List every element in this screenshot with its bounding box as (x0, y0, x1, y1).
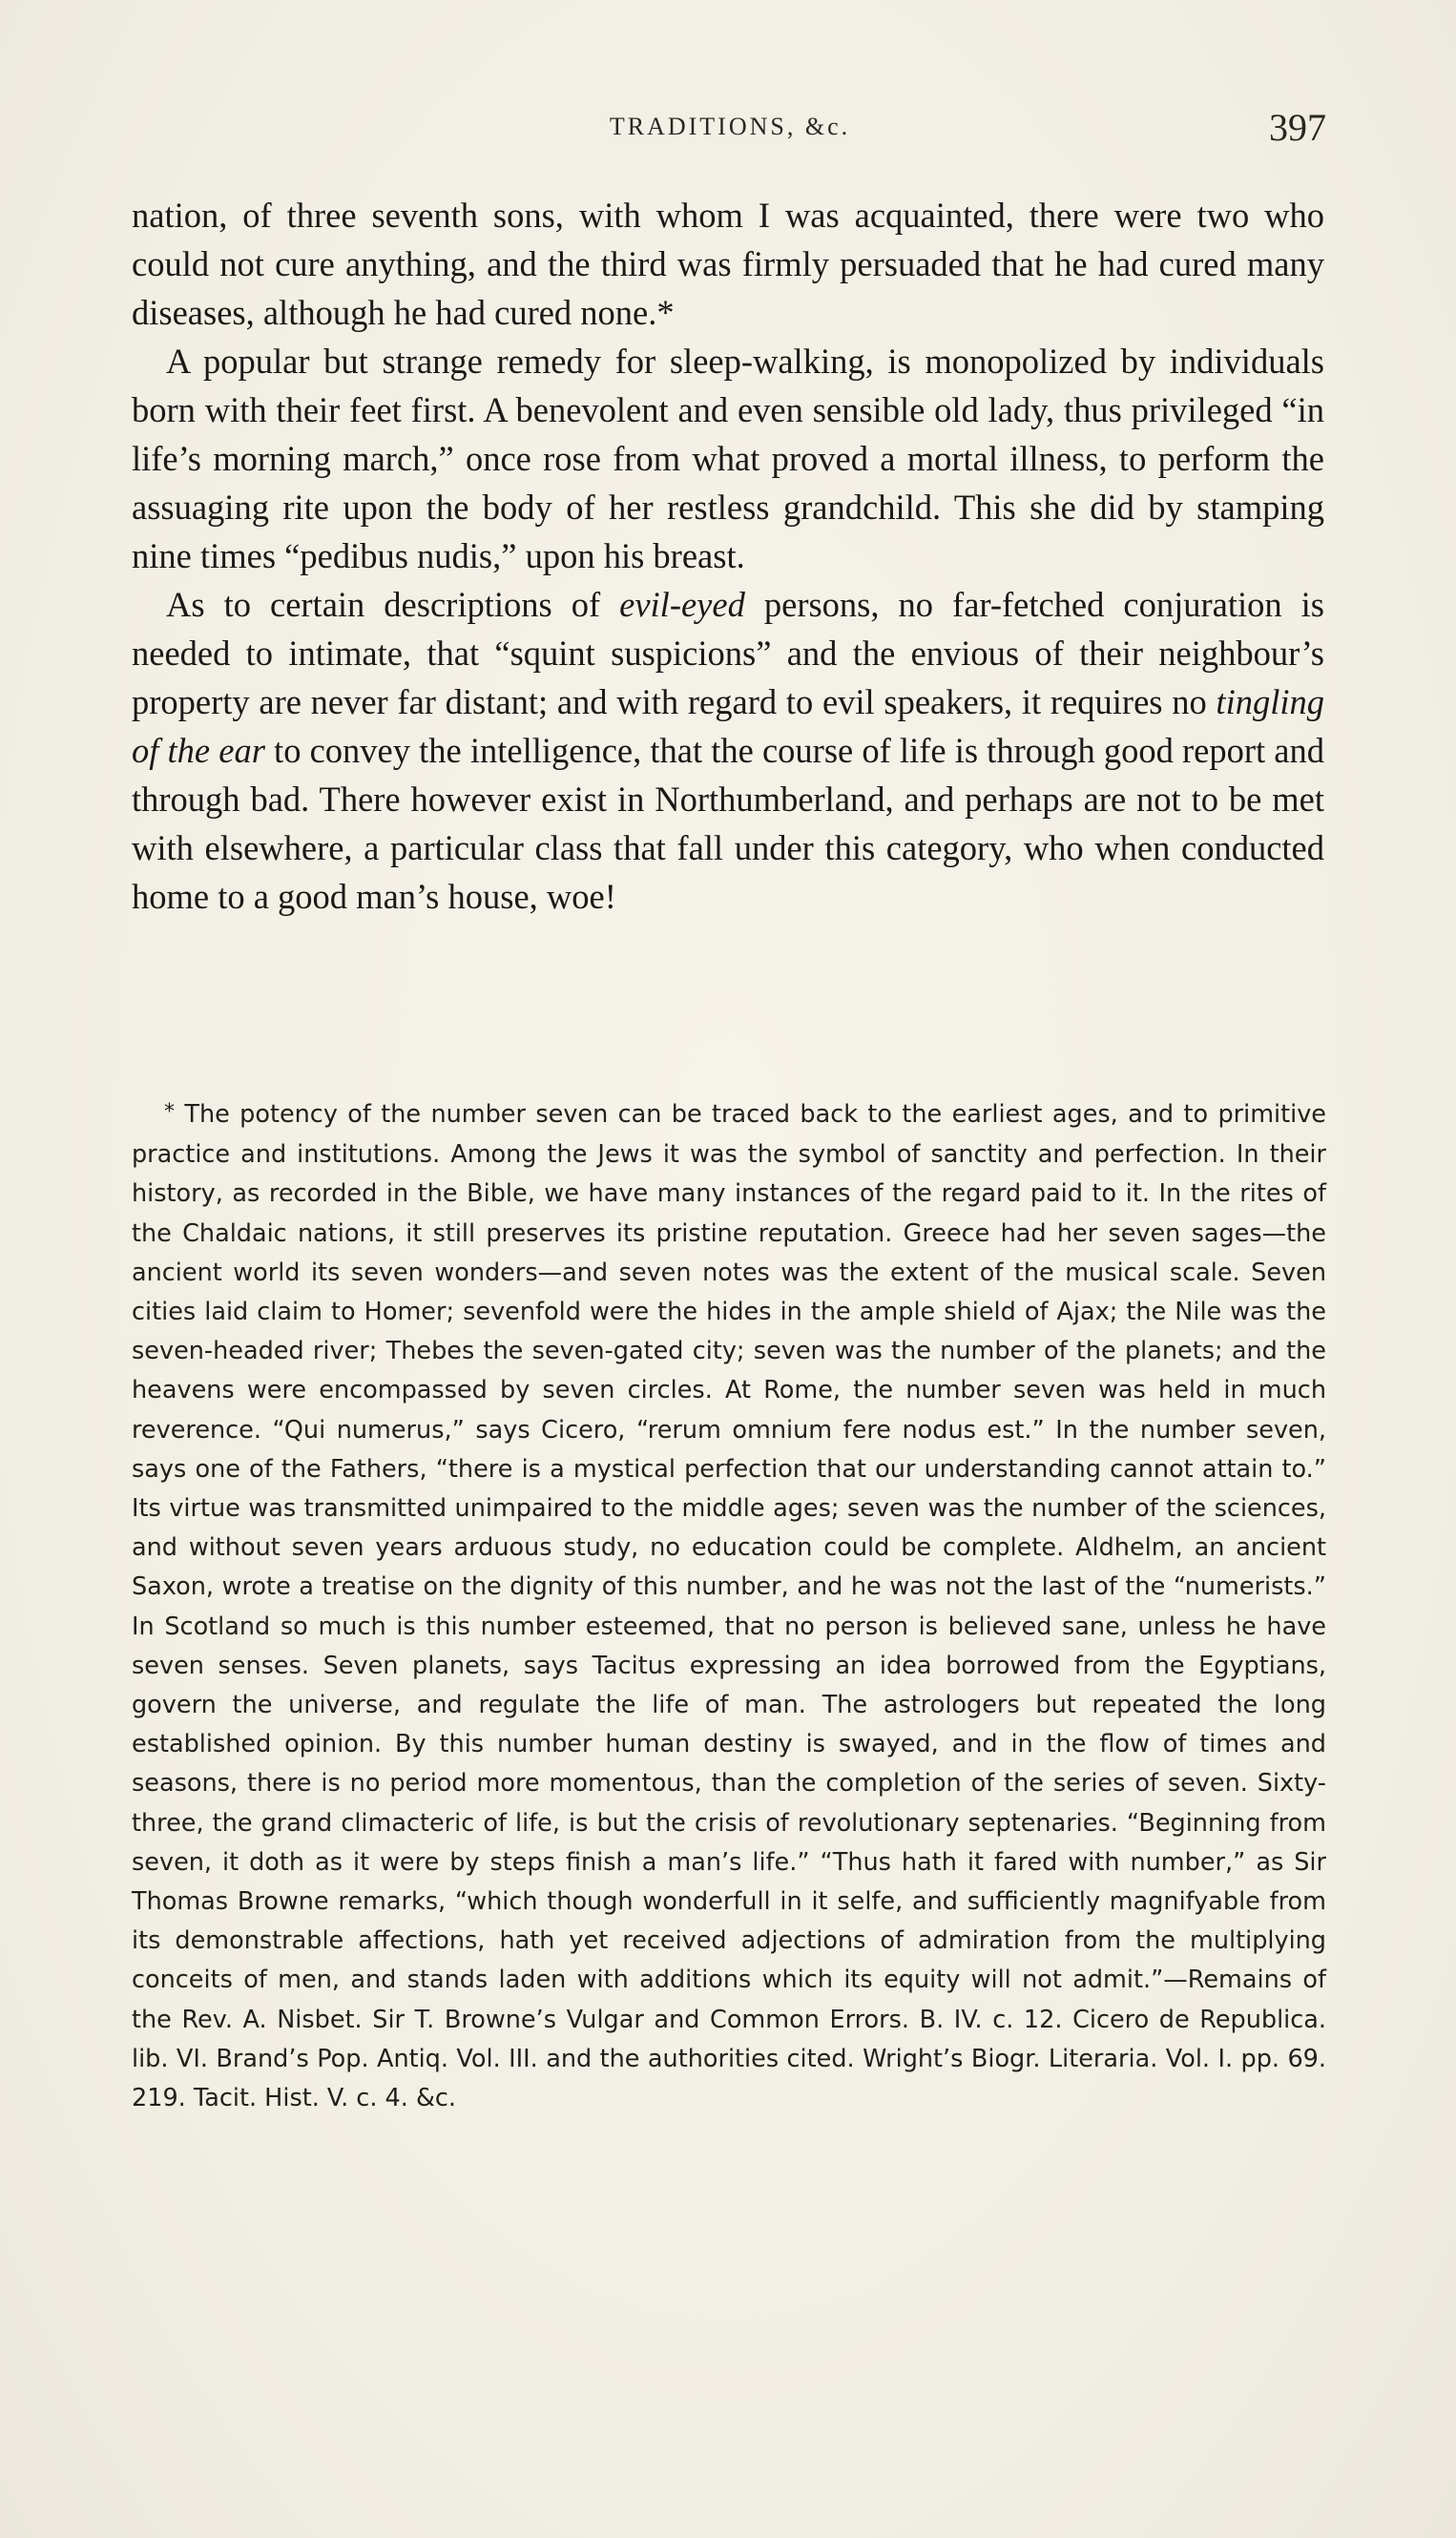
paragraph-3-text-a: As to certain descriptions of (166, 585, 620, 624)
paragraph-3-text-b: persons, no far-fetched conjuration is needed to intimate, that “squint suspicions” and the envious of their neighbour’s property are never far distant; and with regard to evil speakers, it requires no (132, 585, 1324, 721)
paragraph-1: nation, of three seventh sons, with whom I was acquainted, there were two who could not cure anything, and the third was firmly persuaded that he had cured many diseases, although he had cured none.* (132, 196, 1324, 332)
running-head: TRADITIONS, &c. (609, 113, 851, 140)
italic-evil-eyed: evil-eyed (619, 585, 745, 624)
paragraph-2: A popular but strange remedy for sleep-walking, is monopolized by individuals born with their feet first. A benevolent and even sensible old lady, thus privileged “in life’s morning march,” once rose from what proved a mortal illness, to perform the assuaging rite upon the body of her restless grandchild. This she did by stamping nine times “pedibus nudis,” upon his breast. (132, 342, 1324, 575)
footnote (132, 1095, 1326, 2118)
page-header (134, 105, 1326, 153)
page-number: 397 (1269, 106, 1326, 149)
footnote-marker: * (164, 1100, 175, 1124)
main-text (132, 191, 1324, 921)
footnote-text: The potency of the number seven can be traced back to the earliest ages, and to primitive practice and institutions. Among the Jews it was the symbol of sanctity and perfection. In their history, as recorded in the Bible, we have many instances of the regard paid to it. In the rites of the Chaldaic nations, it still preserves its pristine reputation. Greece had her seven sages—the ancient world its seven wonders—and seven notes was the extent of the musical scale. Seven cities laid claim to Homer; sevenfold were the hides in the ample shield of Ajax; the Nile was the seven-headed river; Thebes the seven-gated city; seven was the number of the planets; and the heavens were encompassed by seven circles. At Rome, the number seven was held in much reverence. “Qui numerus,” says Cicero, “rerum omnium fere nodus est.” In the number seven, says one of the Fathers, “there is a mystical perfection that our understanding cannot attain to.” Its virtue was transmitted unimpaired to the middle ages; seven was the number of the sciences, and without seven years arduous study, no education could be complete. Aldhelm, an ancient Saxon, wrote a treatise on the dignity of this number, and he was not the last of the “numerists.” In Scotland so much is this number esteemed, that no person is believed sane, unless he have seven senses. Seven planets, says Tacitus expressing an idea borrowed from the Egyptians, govern the universe, and regulate the life of man. The astrologers but repeated the long established opinion. By this number human destiny is swayed, and in the flow of times and seasons, there is no period more momentous, than the completion of the series of seven. Sixty-three, the grand climacteric of life, is but the crisis of revolutionary septenaries. “Beginning from seven, it doth as it were by steps finish a man’s life.” “Thus hath it fared with number,” as Sir Thomas Browne remarks, “which though wonderfull in it selfe, and sufficiently magnifyable from its demonstrable affections, hath yet received adjections of admiration from the multiplying conceits of men, and stands laden with additions which its equity will not admit.”—Remains of the Rev. A. Nisbet. Sir T. Browne’s Vulgar and Common Errors. B. IV. c. 12. Cicero de Republica. lib. VI. Brand’s Pop. Antiq. Vol. III. and the authorities cited. Wright’s Biogr. Literaria. Vol. I. pp. 69. 219. Tacit. Hist. V. c. 4. &c. (132, 1100, 1326, 2113)
paragraph-3 (132, 580, 1324, 921)
footnote-paragraph (132, 1095, 1326, 2118)
paragraph-3-text-c: to convey the intelligence, that the course of life is through good report and through bad. There however exist in Northumberland, and perhaps are not to be met with elsewhere, a particular class that fall under this category, who when conducted home to a good man’s house, woe! (132, 731, 1324, 916)
italic-tingling-of-the-ear: tingling of the ear (132, 682, 1324, 770)
